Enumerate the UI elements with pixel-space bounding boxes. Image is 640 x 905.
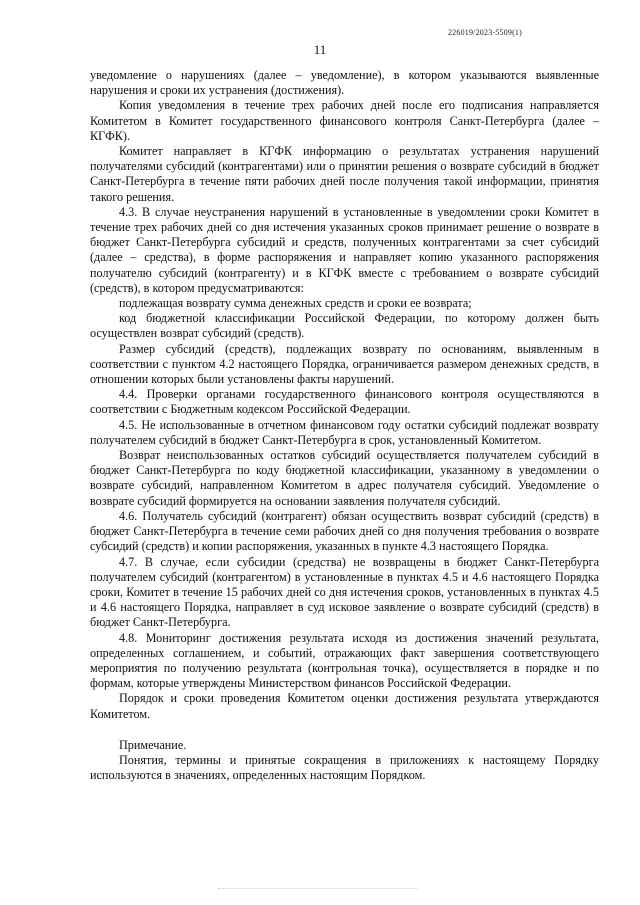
- paragraph: Копия уведомления в течение трех рабочих дней после его подписания направляется Комитетом в Комитет государственного финансового контроля Санкт-Петербурга (далее – КГФК).: [90, 98, 599, 143]
- paragraph-clause-4-7: 4.7. В случае, если субсидии (средства) не возвращены в бюджет Санкт-Петербурга получателем субсидий (контрагентом) в установленные в пунктах 4.5 и 4.6 настоящего Порядка сроки, Комитет в течение 15 рабочих дней со дня истечения сроков, установленных в пунктах 4.5 и 4.6 настоящего Порядка, направляет в суд исковое заявление о возврате субсидий (средств) в бюджет Санкт-Петербурга.: [90, 554, 599, 630]
- paragraph: Возврат неиспользованных остатков субсидий осуществляется получателем субсидий в бюджет Санкт-Петербурга по коду бюджетной классификации, указанному в уведомлении о возврате субсидий, направленном Комитетом в адрес получателя субсидий. Уведомление о возврате субсидий формируется на основании заявления получателя субсидий.: [90, 448, 599, 508]
- paragraph-clause-4-3: 4.3. В случае неустранения нарушений в установленные в уведомлении сроки Комитет в течение трех рабочих дней со дня истечения указанных сроков принимает решение о возврате в бюджет Санкт-Петербурга субсидий и средств, полученных контрагентами за счет субсидий (далее – средства), в форме распоряжения и направляет копию указанного распоряжения получателю субсидий (контрагенту) и в КГФК вместе с требованием о возврате субсидий (средств), в котором предусматриваются:: [90, 204, 599, 295]
- document-number: 226019/2023-5509(1): [447, 28, 522, 37]
- note-text: Понятия, термины и принятые сокращения в приложениях к настоящему Порядку используются в значениях, определенных настоящим Порядком.: [90, 752, 599, 783]
- paragraph-clause-4-4: 4.4. Проверки органами государственного финансового контроля осуществляются в соответствии с Бюджетным кодексом Российской Федерации.: [90, 387, 599, 417]
- paragraph-clause-4-6: 4.6. Получатель субсидий (контрагент) обязан осуществить возврат субсидий (средств) в бюджет Санкт-Петербурга в течение семи рабочих дней со дня получения требования о возврате субсидий (средств) и копии распоряжения, указанных в пункте 4.3 настоящего Порядка.: [90, 508, 599, 554]
- paragraph-list-item: подлежащая возврату сумма денежных средств и сроки ее возврата;: [119, 296, 472, 311]
- paragraph-clause-4-8: 4.8. Мониторинг достижения результата исходя из достижения значений результата, определенных соглашением, и событий, отражающих факт завершения соответствующего мероприятия по получению результата (контрольная точка), осуществляется в порядке и по формам, которые утверждены Министерством финансов Российской Федерации.: [90, 630, 599, 691]
- spacer: [90, 722, 599, 738]
- paragraph-clause-4-5: 4.5. Не использованные в отчетном финансовом году остатки субсидий подлежат возврату получателем субсидий в бюджет Санкт-Петербурга в срок, установленный Комитетом.: [90, 417, 599, 447]
- document-body: [90, 68, 599, 783]
- paragraph: Комитет направляет в КГФК информацию о результатах устранения нарушений получателями субсидий (контрагентами) или о принятии решения о возврате субсидий в бюджет Санкт-Петербурга в течение пяти рабочих дней после получения такой информации, принятия такого решения.: [90, 144, 599, 204]
- paragraph: Размер субсидий (средств), подлежащих возврату по основаниям, выявленным в соответствии с пунктом 4.2 настоящего Порядка, ограничивается размером денежных средств, в отношении которых были установлены факты нарушений.: [90, 341, 599, 387]
- scan-artifact-line: [218, 888, 418, 889]
- paragraph-continuation: уведомление о нарушениях (далее – уведомление), в котором указываются выявленные нарушения и сроки их устранения (достижения).: [90, 68, 599, 98]
- paragraph-list-item: код бюджетной классификации Российской Федерации, по которому должен быть осуществлен возврат субсидий (средств).: [90, 311, 599, 341]
- paragraph: Порядок и сроки проведения Комитетом оценки достижения результата утверждаются Комитетом.: [90, 691, 599, 721]
- page-number: 11: [313, 42, 327, 57]
- note-heading: Примечание.: [119, 737, 187, 752]
